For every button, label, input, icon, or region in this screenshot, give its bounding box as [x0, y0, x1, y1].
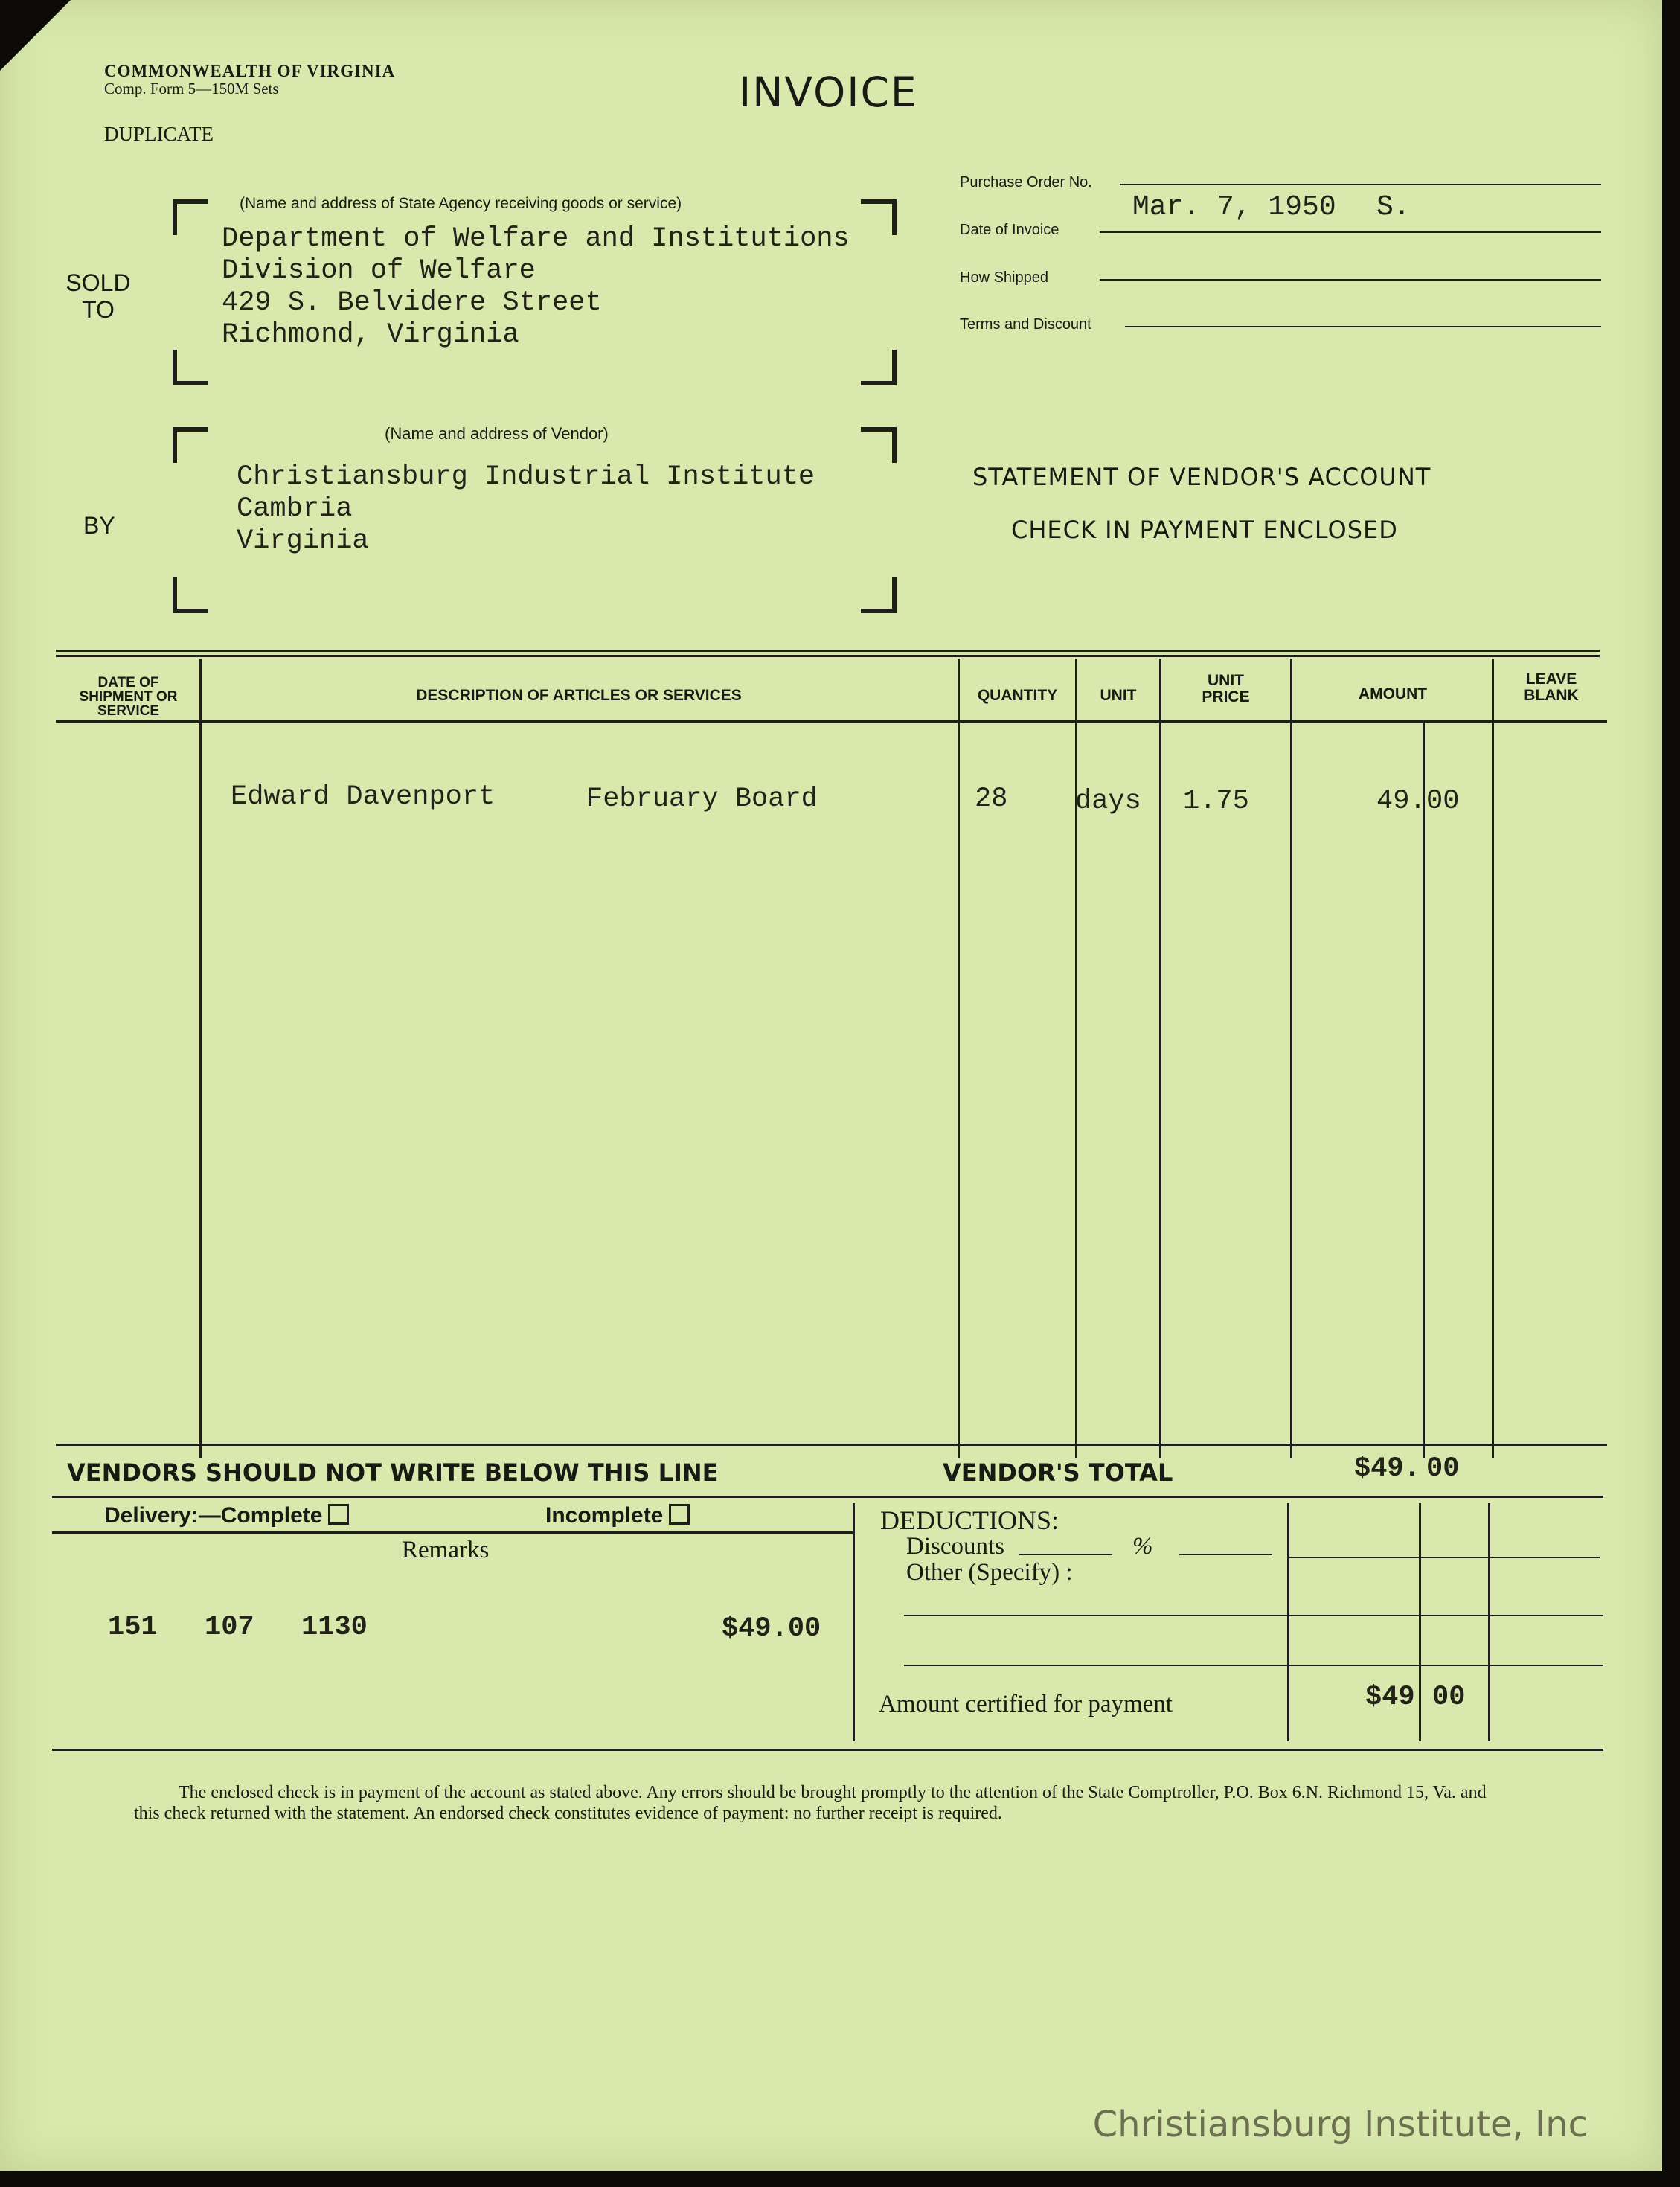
other-line-2: [904, 1665, 1603, 1666]
row-unit-price: 1.75: [1183, 786, 1249, 817]
vendor-total-label: VENDOR'S TOTAL: [943, 1458, 1173, 1487]
delivery-complete: Delivery:—Complete: [104, 1503, 349, 1528]
row-amount-cents: 00: [1426, 786, 1460, 817]
table-top-rule-2: [56, 655, 1600, 657]
header-quantity: QUANTITY: [977, 687, 1058, 704]
row-quantity: 28: [975, 784, 1008, 815]
bracket-top-left: [173, 199, 208, 235]
discounts-label: Discounts: [906, 1533, 1004, 1560]
terms-line: [1125, 326, 1601, 327]
watermark: Christiansburg Institute, Inc: [1092, 2104, 1588, 2145]
remarks-amount: $49.00: [722, 1613, 821, 1645]
bracket-bottom-left: [173, 350, 208, 385]
remarks-code: 1130: [301, 1612, 368, 1643]
col-divider-cents: [1423, 720, 1425, 1458]
col-divider: [1159, 659, 1161, 1458]
statement-line-1: STATEMENT OF VENDOR'S ACCOUNT: [972, 463, 1431, 491]
percent-sign: %: [1132, 1533, 1153, 1560]
date-line: [1100, 231, 1601, 233]
footer-rule: [52, 1749, 1603, 1751]
state-heading: COMMONWEALTH OF VIRGINIA: [104, 62, 396, 80]
deductions-title: DEDUCTIONS:: [880, 1505, 1059, 1535]
header-date: DATE OF SHIPMENT OR SERVICE: [79, 675, 178, 719]
col-divider: [1290, 659, 1292, 1458]
col-divider: [958, 659, 960, 1458]
certified-label: Amount certified for payment: [879, 1691, 1173, 1717]
header-unit: UNIT: [1100, 687, 1137, 704]
bracket-top-left: [173, 427, 208, 463]
complete-checkbox[interactable]: [328, 1504, 349, 1525]
terms-label: Terms and Discount: [960, 316, 1091, 333]
incomplete-checkbox[interactable]: [669, 1504, 690, 1525]
totals-top-rule: [56, 1444, 1607, 1446]
deductions-divider: [853, 1503, 855, 1741]
certified-cents: 00: [1432, 1682, 1466, 1713]
bracket-bottom-left: [173, 577, 208, 613]
footer-note: The enclosed check is in payment of the account as stated above. Any errors should be brought promptly to the attention of the State Comptroller, P.O. Box 6.N. Richmond 15, Va. and this check returned with the statement. An endorsed check constitutes evidence of payment: no further receipt is required.: [134, 1783, 1487, 1823]
col-divider: [1492, 659, 1494, 1458]
col-divider: [1419, 1503, 1421, 1741]
by-label: BY: [83, 512, 115, 539]
row-name: Edward Davenport: [231, 781, 496, 813]
form-number: Comp. Form 5—150M Sets: [104, 80, 279, 97]
torn-corner: [0, 0, 71, 71]
percent-line: [1179, 1554, 1272, 1555]
totals-bottom-rule: [52, 1496, 1603, 1498]
deduction-rule: [1287, 1557, 1600, 1558]
certified-dollars: $49: [1365, 1682, 1415, 1713]
row-item: February Board: [586, 784, 818, 815]
statement-line-2: CHECK IN PAYMENT ENCLOSED: [1011, 516, 1398, 544]
bracket-top-right: [861, 427, 897, 463]
other-line-1: [904, 1615, 1603, 1616]
sold-to-label: SOLD TO: [65, 269, 131, 323]
date-label: Date of Invoice: [960, 222, 1059, 238]
col-divider: [199, 659, 202, 1458]
shipped-label: How Shipped: [960, 269, 1048, 286]
vendor-caption: (Name and address of Vendor): [385, 424, 609, 443]
header-description: DESCRIPTION OF ARTICLES OR SERVICES: [416, 687, 742, 704]
date-suffix: S.: [1376, 191, 1411, 223]
col-divider: [1287, 1503, 1289, 1741]
invoice-title: INVOICE: [739, 68, 918, 116]
po-line: [1120, 184, 1601, 185]
sold-to-caption: (Name and address of State Agency receiving goods or service): [240, 195, 682, 212]
remarks-code: 107: [205, 1612, 254, 1643]
bracket-bottom-right: [861, 350, 897, 385]
col-divider: [1075, 659, 1077, 1458]
discounts-line: [1019, 1554, 1112, 1555]
vendor-total-dollars: $49.: [1354, 1453, 1420, 1485]
header-leave-blank: LEAVE BLANK: [1524, 670, 1579, 704]
shipped-line: [1100, 279, 1601, 281]
sold-to-address: Department of Welfare and Institutions Division of Welfare 429 S. Belvidere Street Richmond, Virginia: [222, 223, 850, 350]
vendor-total-cents: 00: [1426, 1453, 1460, 1485]
row-amount-dollars: 49.: [1376, 786, 1426, 817]
col-divider: [1488, 1503, 1490, 1741]
table-header-rule: [56, 720, 1607, 723]
bracket-bottom-right: [861, 577, 897, 613]
header-amount: AMOUNT: [1358, 685, 1428, 702]
remarks-rule: [52, 1531, 853, 1534]
remarks-code: 151: [108, 1612, 158, 1643]
header-unit-price: UNIT PRICE: [1202, 672, 1250, 705]
copy-label: DUPLICATE: [104, 123, 214, 145]
bracket-top-right: [861, 199, 897, 235]
invoice-date: Mar. 7, 1950: [1132, 191, 1336, 223]
vendor-address: Christiansburg Industrial Institute Cambria Virginia: [237, 461, 815, 557]
po-label: Purchase Order No.: [960, 174, 1092, 190]
no-write-warning: VENDORS SHOULD NOT WRITE BELOW THIS LINE: [67, 1458, 719, 1487]
row-unit: days: [1075, 786, 1141, 817]
table-top-rule: [56, 650, 1600, 652]
other-label: Other (Specify) :: [906, 1559, 1073, 1586]
remarks-label: Remarks: [402, 1537, 490, 1563]
delivery-incomplete: Incomplete: [545, 1503, 690, 1528]
